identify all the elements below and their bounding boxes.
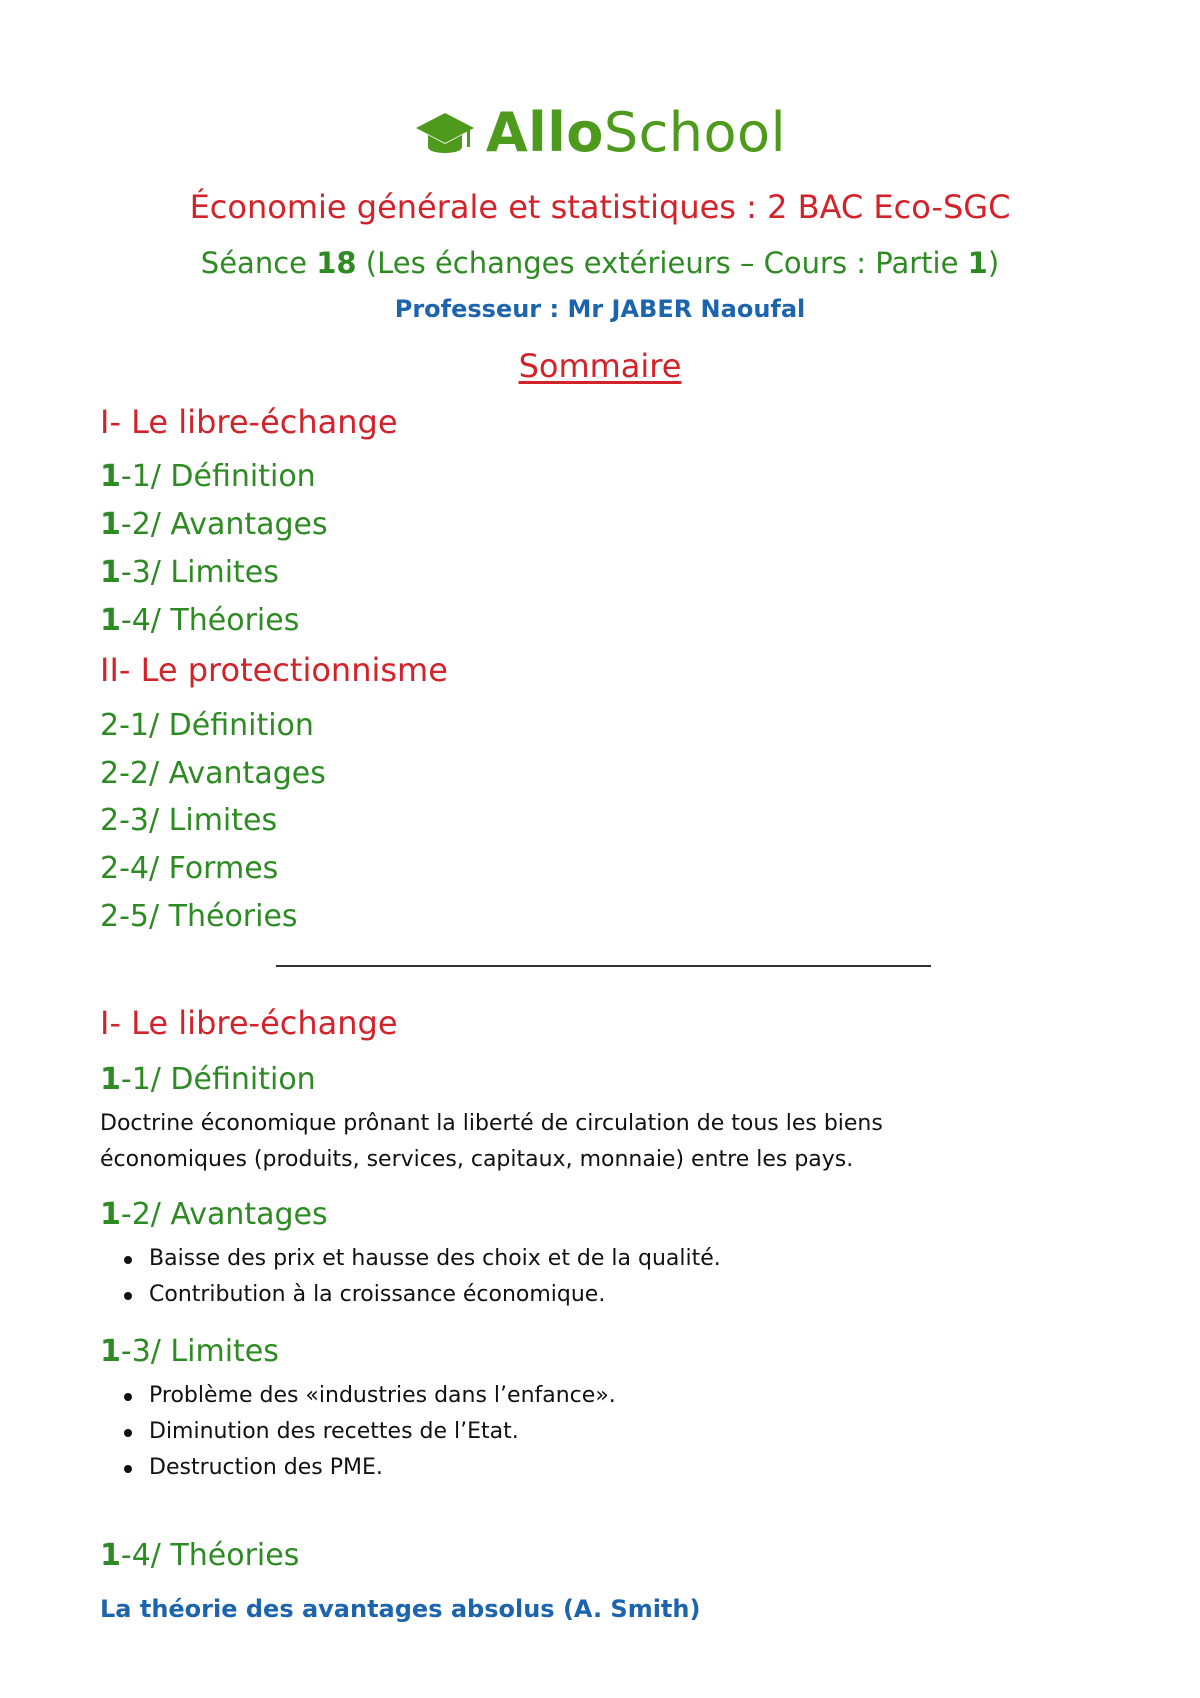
theories-heading: 1-4/ Théories: [100, 1538, 300, 1573]
definition-heading: 1-1/ Définition: [100, 1062, 316, 1097]
list-item: Baisse des prix et hausse des choix et de la qualité.: [122, 1241, 721, 1277]
graduation-cap-icon: [414, 109, 476, 161]
summary-item: 2-4/ Formes: [100, 851, 279, 886]
logo-wordmark: AlloSchool: [485, 101, 787, 164]
list-item: Diminution des recettes de l’Etat.: [122, 1414, 616, 1450]
separator-line: [276, 965, 931, 967]
list-item: Contribution à la croissance économique.: [122, 1277, 721, 1313]
limits-list: [122, 1378, 616, 1486]
summary-item: 1-3/ Limites: [100, 555, 279, 590]
subject-title: Économie générale et statistiques : 2 BAC Eco-SGC: [189, 188, 1011, 226]
advantages-heading: 1-2/ Avantages: [100, 1197, 328, 1232]
summary-title: Sommaire: [518, 347, 682, 385]
summary-item: 2-1/ Définition: [100, 708, 314, 743]
summary-item: 1-2/ Avantages: [100, 507, 328, 542]
summary-section-2: II- Le protectionnisme: [100, 651, 448, 689]
list-item: Problème des «industries dans l’enfance».: [122, 1378, 616, 1414]
summary-item: 2-2/ Avantages: [100, 756, 326, 791]
teacher-name: Professeur : Mr JABER Naoufal: [394, 295, 806, 323]
theory-subtitle: La théorie des avantages absolus (A. Smith): [100, 1595, 701, 1623]
summary-item: 2-5/ Théories: [100, 899, 298, 934]
summary-item: 1-4/ Théories: [100, 603, 300, 638]
advantages-list: [122, 1241, 721, 1313]
definition-text-line-1: Doctrine économique prônant la liberté de circulation de tous les biens: [100, 1111, 883, 1136]
list-item: Destruction des PME.: [122, 1450, 616, 1486]
definition-text-line-2: économiques (produits, services, capitaux, monnaie) entre les pays.: [100, 1147, 854, 1172]
alloschool-logo: [0, 101, 1200, 164]
summary-item: 1-1/ Définition: [100, 459, 316, 494]
session-title: Séance 18 (Les échanges extérieurs – Cours : Partie 1): [200, 246, 1000, 280]
limits-heading: 1-3/ Limites: [100, 1334, 279, 1369]
section-1-heading: I- Le libre-échange: [100, 1004, 398, 1042]
summary-item: 2-3/ Limites: [100, 803, 278, 838]
summary-section-1: I- Le libre-échange: [100, 403, 398, 441]
